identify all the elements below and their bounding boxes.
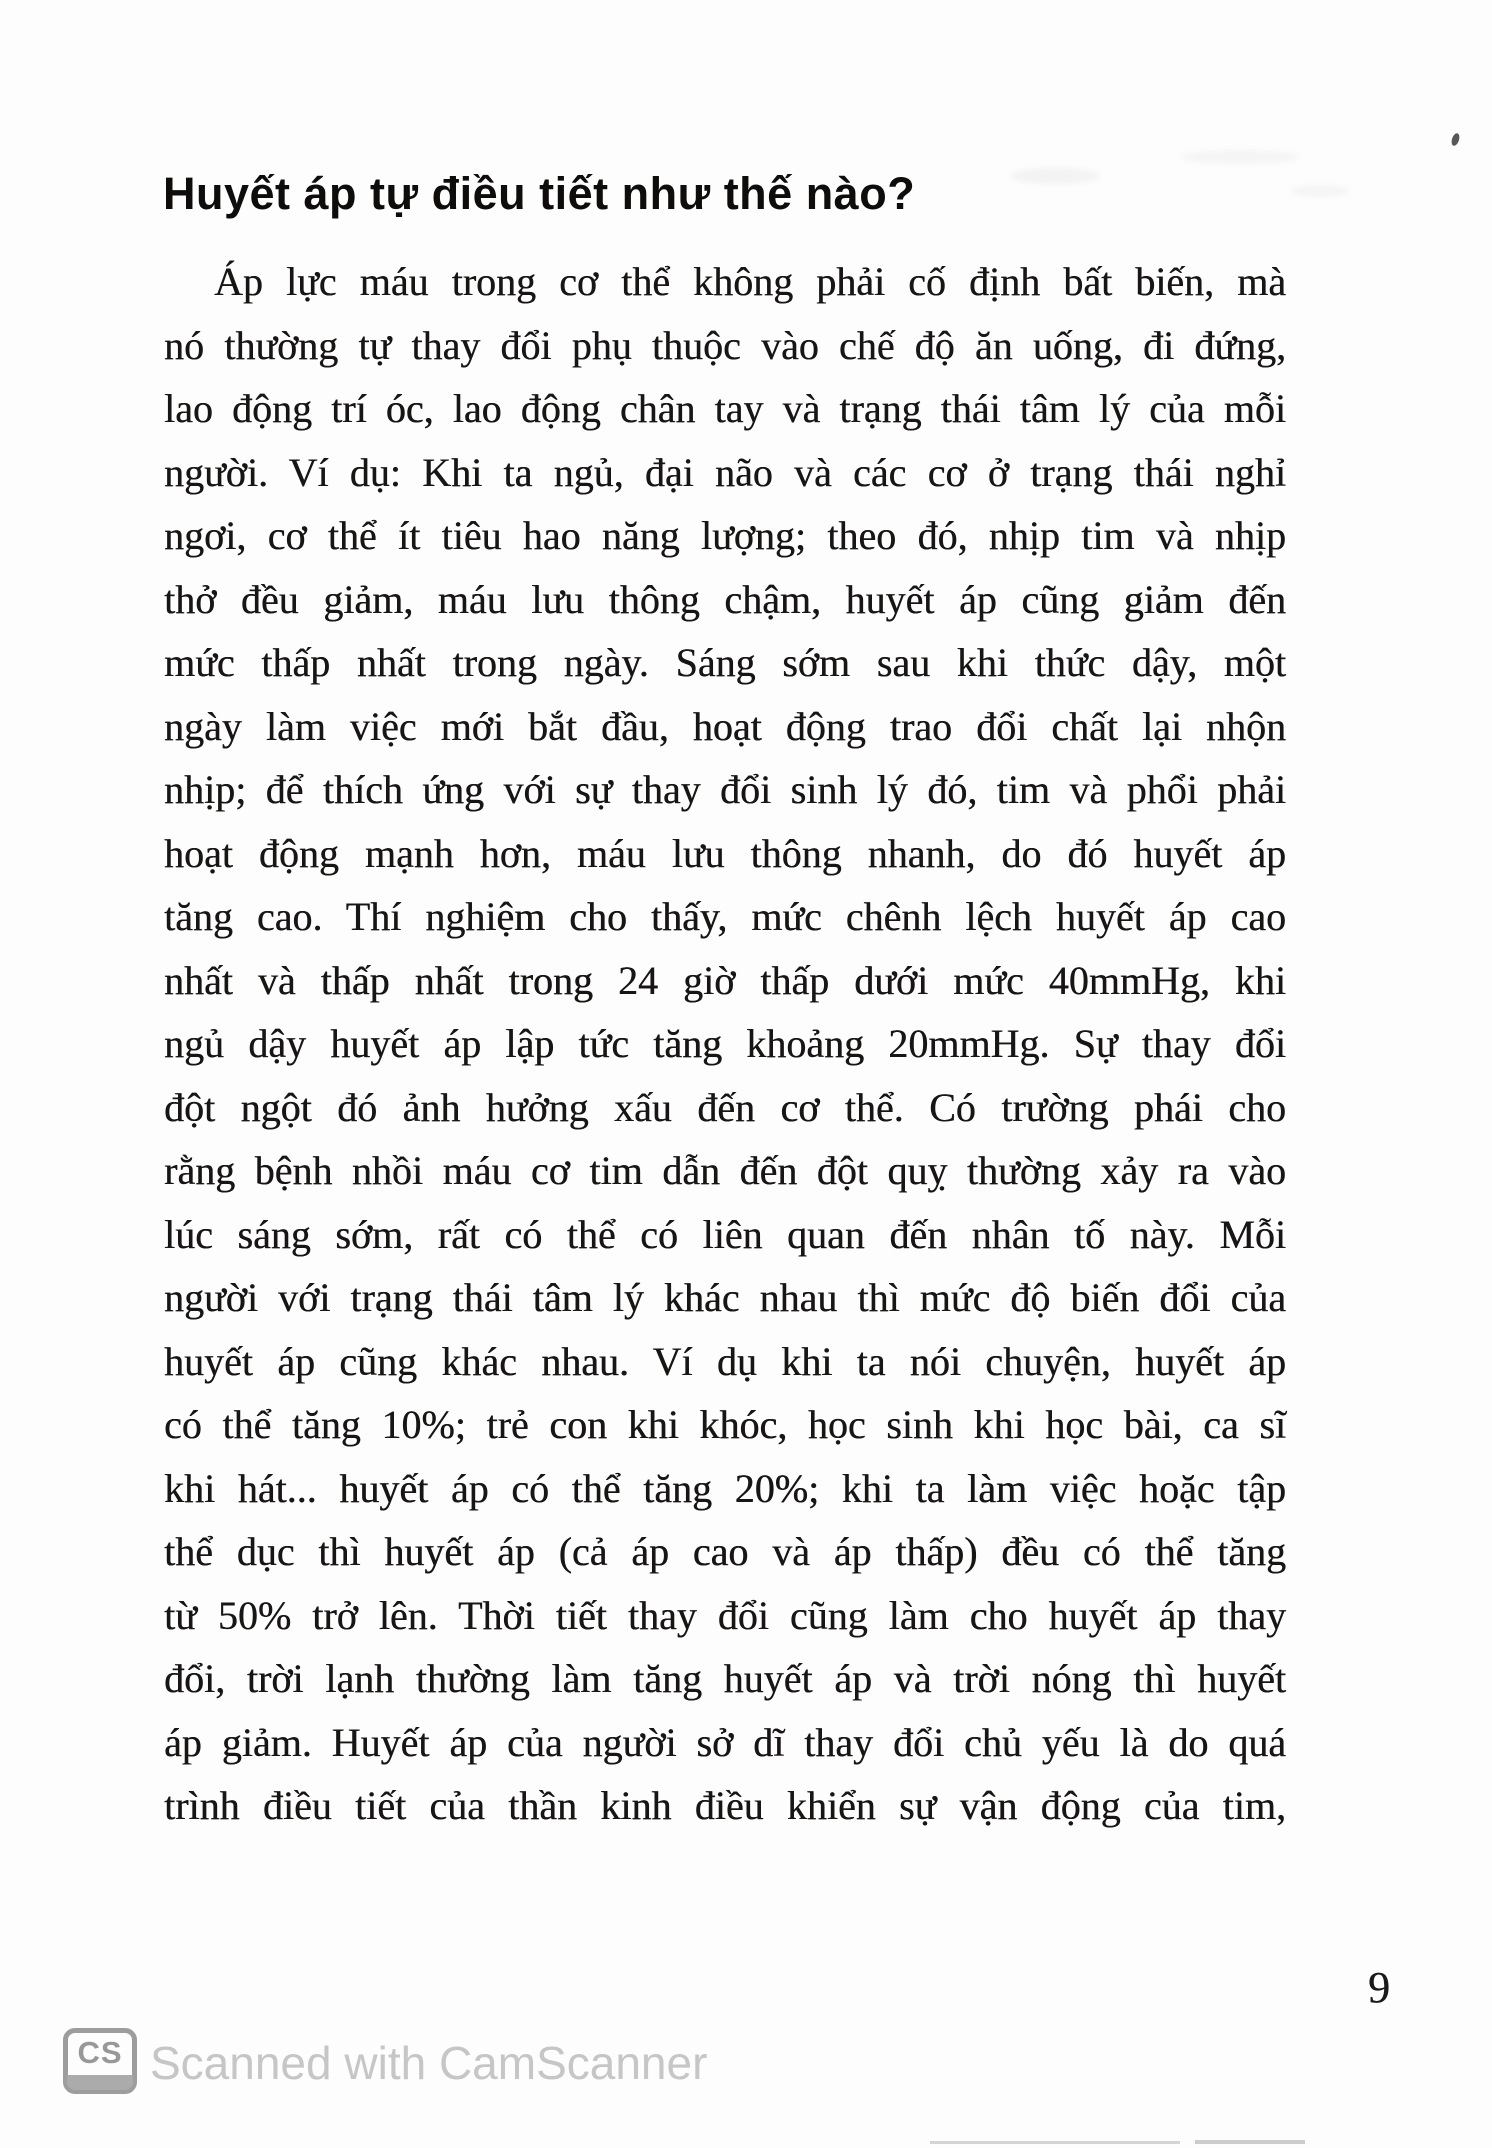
scan-artifact: [1450, 132, 1461, 147]
text-line: huyết áp cũng khác nhau. Ví dụ khi ta nói chuyện, huyết áp: [164, 1338, 1286, 1384]
text-line: thở đều giảm, máu lưu thông chậm, huyết áp cũng giảm đến: [164, 576, 1286, 622]
scanned-with-camscanner-caption: Scanned with CamScanner: [150, 2037, 708, 2089]
camscanner-logo-letters: CS: [77, 2035, 123, 2070]
text-line: áp giảm. Huyết áp của người sở dĩ thay đổi chủ yếu là do quá: [164, 1719, 1286, 1765]
text-line: nhất và thấp nhất trong 24 giờ thấp dưới mức 40mmHg, khi: [164, 957, 1286, 1003]
text-line: ngơi, cơ thể ít tiêu hao năng lượng; theo đó, nhịp tim và nhịp: [164, 513, 1286, 558]
text-line: người với trạng thái tâm lý khác nhau thì mức độ biến đổi của: [164, 1275, 1286, 1320]
text-line: người. Ví dụ: Khi ta ngủ, đại não và các cơ ở trạng thái nghỉ: [164, 449, 1286, 495]
text-line: từ 50% trở lên. Thời tiết thay đổi cũng làm cho huyết áp thay: [164, 1592, 1286, 1638]
text-line: lao động trí óc, lao động chân tay và trạng thái tâm lý của mỗi: [164, 386, 1286, 431]
text-line: đột ngột đó ảnh hưởng xấu đến cơ thể. Có trường phái cho: [164, 1084, 1286, 1130]
text-line: nó thường tự thay đổi phụ thuộc vào chế độ ăn uống, đi đứng,: [164, 322, 1286, 368]
text-line: ngày làm việc mới bắt đầu, hoạt động trao đổi chất lại nhộn: [164, 703, 1286, 749]
scan-artifact: [1010, 168, 1100, 184]
page-number: 9: [1368, 1963, 1390, 2012]
text-line: đổi, trời lạnh thường làm tăng huyết áp và trời nóng thì huyết: [164, 1656, 1286, 1701]
scan-artifact: [1180, 150, 1300, 164]
text-line: khi hát... huyết áp có thể tăng 20%; khi ta làm việc hoặc tập: [164, 1465, 1286, 1511]
text-line: rằng bệnh nhồi máu cơ tim dẫn đến đột quỵ thường xảy ra vào: [164, 1148, 1286, 1193]
text-line: trình điều tiết của thần kinh điều khiển sự vận động của tim,: [164, 1783, 1286, 1828]
text-line: mức thấp nhất trong ngày. Sáng sớm sau khi thức dậy, một: [164, 640, 1286, 685]
page-title: Huyết áp tự điều tiết như thế nào?: [163, 168, 916, 219]
text-line: thể dục thì huyết áp (cả áp cao và áp thấp) đều có thể tăng: [164, 1529, 1286, 1574]
body-paragraph: [164, 250, 1286, 1838]
text-line: lúc sáng sớm, rất có thể có liên quan đến nhân tố này. Mỗi: [164, 1211, 1286, 1257]
text-line: ngủ dậy huyết áp lập tức tăng khoảng 20mmHg. Sự thay đổi: [164, 1021, 1286, 1066]
text-line: tăng cao. Thí nghiệm cho thấy, mức chênh lệch huyết áp cao: [164, 894, 1286, 939]
text-line: hoạt động mạnh hơn, máu lưu thông nhanh, do đó huyết áp: [164, 830, 1286, 876]
scan-artifact: [930, 2141, 1180, 2144]
scan-artifact: [1290, 185, 1350, 197]
text-line: nhịp; để thích ứng với sự thay đổi sinh lý đó, tim và phổi phải: [164, 767, 1286, 812]
text-line: có thể tăng 10%; trẻ con khi khóc, học sinh khi học bài, ca sĩ: [164, 1402, 1286, 1447]
text-line: Áp lực máu trong cơ thể không phải cố định bất biến, mà: [214, 259, 1286, 304]
scan-artifact: [1195, 2140, 1305, 2144]
camscanner-logo-base: [67, 2075, 133, 2090]
camscanner-logo-icon: [63, 2028, 137, 2094]
